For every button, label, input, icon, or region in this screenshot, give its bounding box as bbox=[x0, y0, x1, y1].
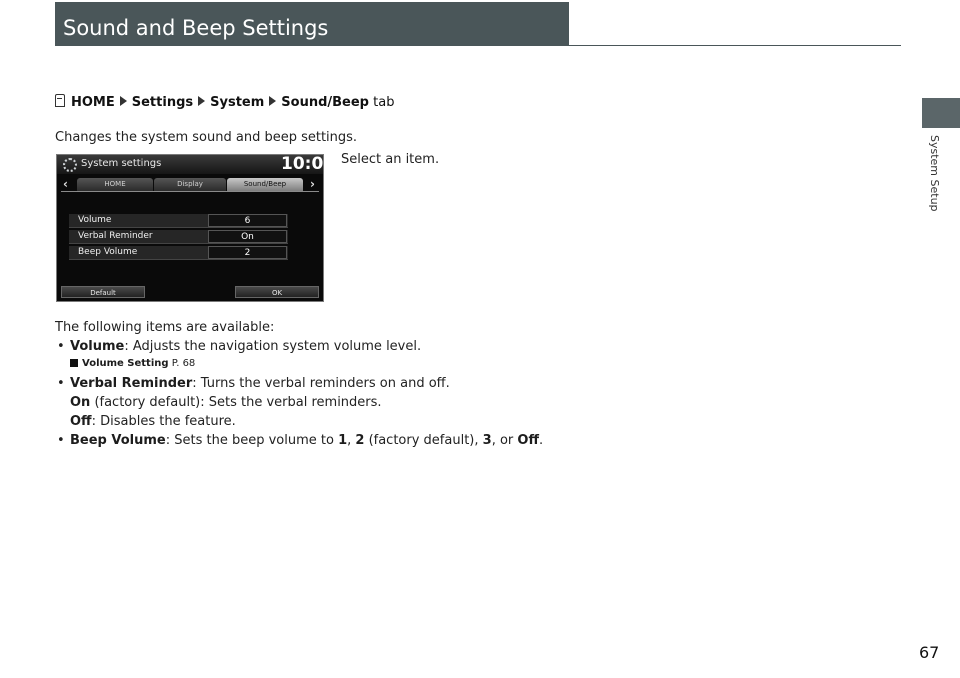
item-desc: : Sets the beep volume to bbox=[165, 433, 339, 448]
instruction-text: Select an item. bbox=[341, 152, 440, 167]
item-desc: : Disables the feature. bbox=[91, 414, 236, 429]
row-beep-volume[interactable] bbox=[69, 246, 288, 260]
row-value: On bbox=[208, 230, 287, 243]
cross-reference[interactable] bbox=[55, 356, 543, 371]
tab-sound-beep[interactable]: Sound/Beep bbox=[227, 178, 303, 191]
intro-text: Changes the system sound and beep settings. bbox=[55, 130, 358, 145]
breadcrumb-suffix: tab bbox=[373, 95, 395, 110]
chevron-right-icon bbox=[198, 96, 205, 106]
item-desc: (factory default): Sets the verbal reminders. bbox=[90, 395, 382, 410]
gear-icon bbox=[63, 158, 77, 172]
tab-divider bbox=[61, 191, 319, 192]
page-number: 67 bbox=[919, 643, 940, 662]
bullet: • bbox=[57, 376, 65, 391]
list-item bbox=[55, 374, 543, 393]
item-name: Verbal Reminder bbox=[70, 376, 193, 391]
system-settings-screenshot bbox=[56, 154, 336, 302]
tab-display[interactable]: Display bbox=[154, 178, 226, 191]
row-value: 2 bbox=[208, 246, 287, 259]
item-desc: (factory default), bbox=[364, 433, 483, 448]
value-1: 1 bbox=[338, 433, 348, 448]
value-3: 3 bbox=[482, 433, 492, 448]
chevron-right-icon bbox=[269, 96, 276, 106]
value-2: 2 bbox=[355, 433, 365, 448]
screen-title: System settings bbox=[81, 158, 162, 169]
ref-label: Volume Setting bbox=[82, 358, 169, 369]
side-tab bbox=[922, 98, 960, 128]
title-rule bbox=[55, 45, 901, 46]
list-item bbox=[55, 337, 543, 356]
bullet: • bbox=[57, 339, 65, 354]
bullet: • bbox=[57, 433, 65, 448]
breadcrumb-settings: Settings bbox=[131, 95, 194, 110]
row-label: Volume bbox=[78, 215, 112, 225]
end: . bbox=[538, 433, 544, 448]
chevron-right-icon[interactable]: › bbox=[310, 177, 315, 191]
breadcrumb-system: System bbox=[210, 95, 265, 110]
screen-clock: 10:00 bbox=[281, 154, 336, 174]
item-name: Volume bbox=[70, 339, 125, 354]
items-list bbox=[55, 337, 543, 450]
ok-button[interactable]: OK bbox=[235, 286, 319, 298]
sep: , bbox=[347, 433, 356, 448]
row-volume[interactable] bbox=[69, 214, 288, 228]
sub-item bbox=[55, 412, 543, 431]
breadcrumb-tab: Sound/Beep bbox=[281, 95, 369, 110]
row-label: Beep Volume bbox=[78, 247, 138, 257]
value-off: Off bbox=[517, 433, 539, 448]
reference-icon bbox=[70, 359, 78, 367]
item-name: Beep Volume bbox=[70, 433, 166, 448]
list-item bbox=[55, 431, 543, 450]
home-icon bbox=[55, 94, 65, 107]
item-name: Off bbox=[70, 414, 92, 429]
item-desc: : Turns the verbal reminders on and off. bbox=[192, 376, 450, 391]
chevron-right-icon bbox=[120, 96, 127, 106]
breadcrumb-home: HOME bbox=[71, 95, 115, 110]
sep: , or bbox=[491, 433, 518, 448]
sub-item bbox=[55, 393, 543, 412]
default-button[interactable]: Default bbox=[61, 286, 145, 298]
ref-page: P. 68 bbox=[171, 358, 196, 369]
available-heading: The following items are available: bbox=[55, 320, 275, 335]
row-value: 6 bbox=[208, 214, 287, 227]
breadcrumb bbox=[55, 94, 394, 110]
side-label: System Setup bbox=[928, 135, 941, 212]
item-desc: : Adjusts the navigation system volume level. bbox=[124, 339, 422, 354]
row-verbal-reminder[interactable] bbox=[69, 230, 288, 244]
tab-home[interactable]: HOME bbox=[77, 178, 153, 191]
chevron-left-icon[interactable]: ‹ bbox=[63, 177, 68, 191]
row-label: Verbal Reminder bbox=[78, 231, 153, 241]
item-name: On bbox=[70, 395, 91, 410]
section-title: Sound and Beep Settings bbox=[63, 16, 329, 40]
